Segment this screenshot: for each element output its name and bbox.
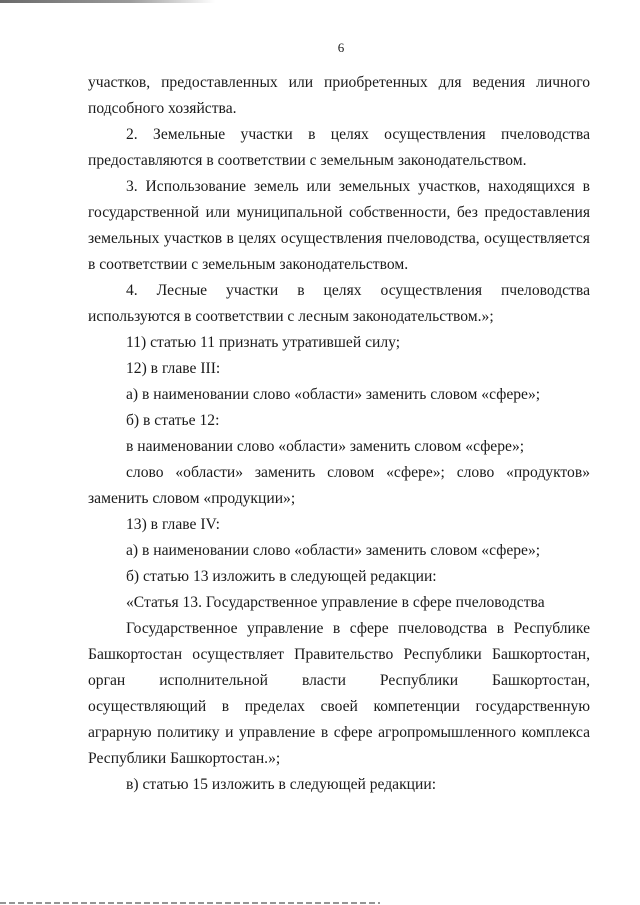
document-body <box>88 70 590 798</box>
paragraph-subitem-12: 12) в главе III: <box>126 360 221 377</box>
paragraph-12-a: а) в наименовании слово «области» заменить словом «сфере»; <box>126 386 541 403</box>
article-13-heading: «Статья 13. Государственное управление в сфере пчеловодства <box>126 594 545 611</box>
paragraph-subitem-13: 13) в главе IV: <box>126 516 220 533</box>
paragraph-12-b: б) в статье 12: <box>126 412 220 429</box>
article-13-body: Государственное управление в сфере пчеловодства в Республике Башкортостан осуществляет Правительство Республики Башкортостан, орган исполнительной власти Республики Башкортостан, осуществляющий в пределах своей компетенции государственную аграрную политику и управление в сфере агропромышленного комплекса Республики Башкортостан.»; <box>88 620 590 767</box>
paragraph-12-b-word: слово «области» заменить словом «сфере»; слово «продуктов» заменить словом «продукции»; <box>88 464 590 507</box>
paragraph-item-3: 3. Использование земель или земельных участков, находящихся в государственной или муниципальной собственности, без предоставления земельных участков в целях осуществления пчеловодства, осуществляется в соответствии с земельным законодательством. <box>88 178 590 273</box>
paragraph-13-b: б) статью 13 изложить в следующей редакции: <box>126 568 437 585</box>
paragraph-item-2: 2. Земельные участки в целях осуществления пчеловодства предоставляются в соответствии с земельным законодательством. <box>88 126 590 169</box>
paragraph-13-v: в) статью 15 изложить в следующей редакции: <box>126 776 437 793</box>
paragraph-continuation: участков, предоставленных или приобретенных для ведения личного подсобного хозяйства. <box>88 74 590 117</box>
scan-edge-bottom <box>0 902 380 904</box>
paragraph-item-4: 4. Лесные участки в целях осуществления пчеловодства используются в соответствии с лесным законодательством.»; <box>88 282 590 325</box>
page-number: 6 <box>337 40 345 55</box>
paragraph-subitem-11: 11) статью 11 признать утратившей силу; <box>126 334 401 351</box>
scan-edge-top <box>0 0 215 3</box>
paragraph-13-a: а) в наименовании слово «области» заменить словом «сфере»; <box>126 542 541 559</box>
paragraph-12-b-title: в наименовании слово «области» заменить словом «сфере»; <box>126 438 525 455</box>
